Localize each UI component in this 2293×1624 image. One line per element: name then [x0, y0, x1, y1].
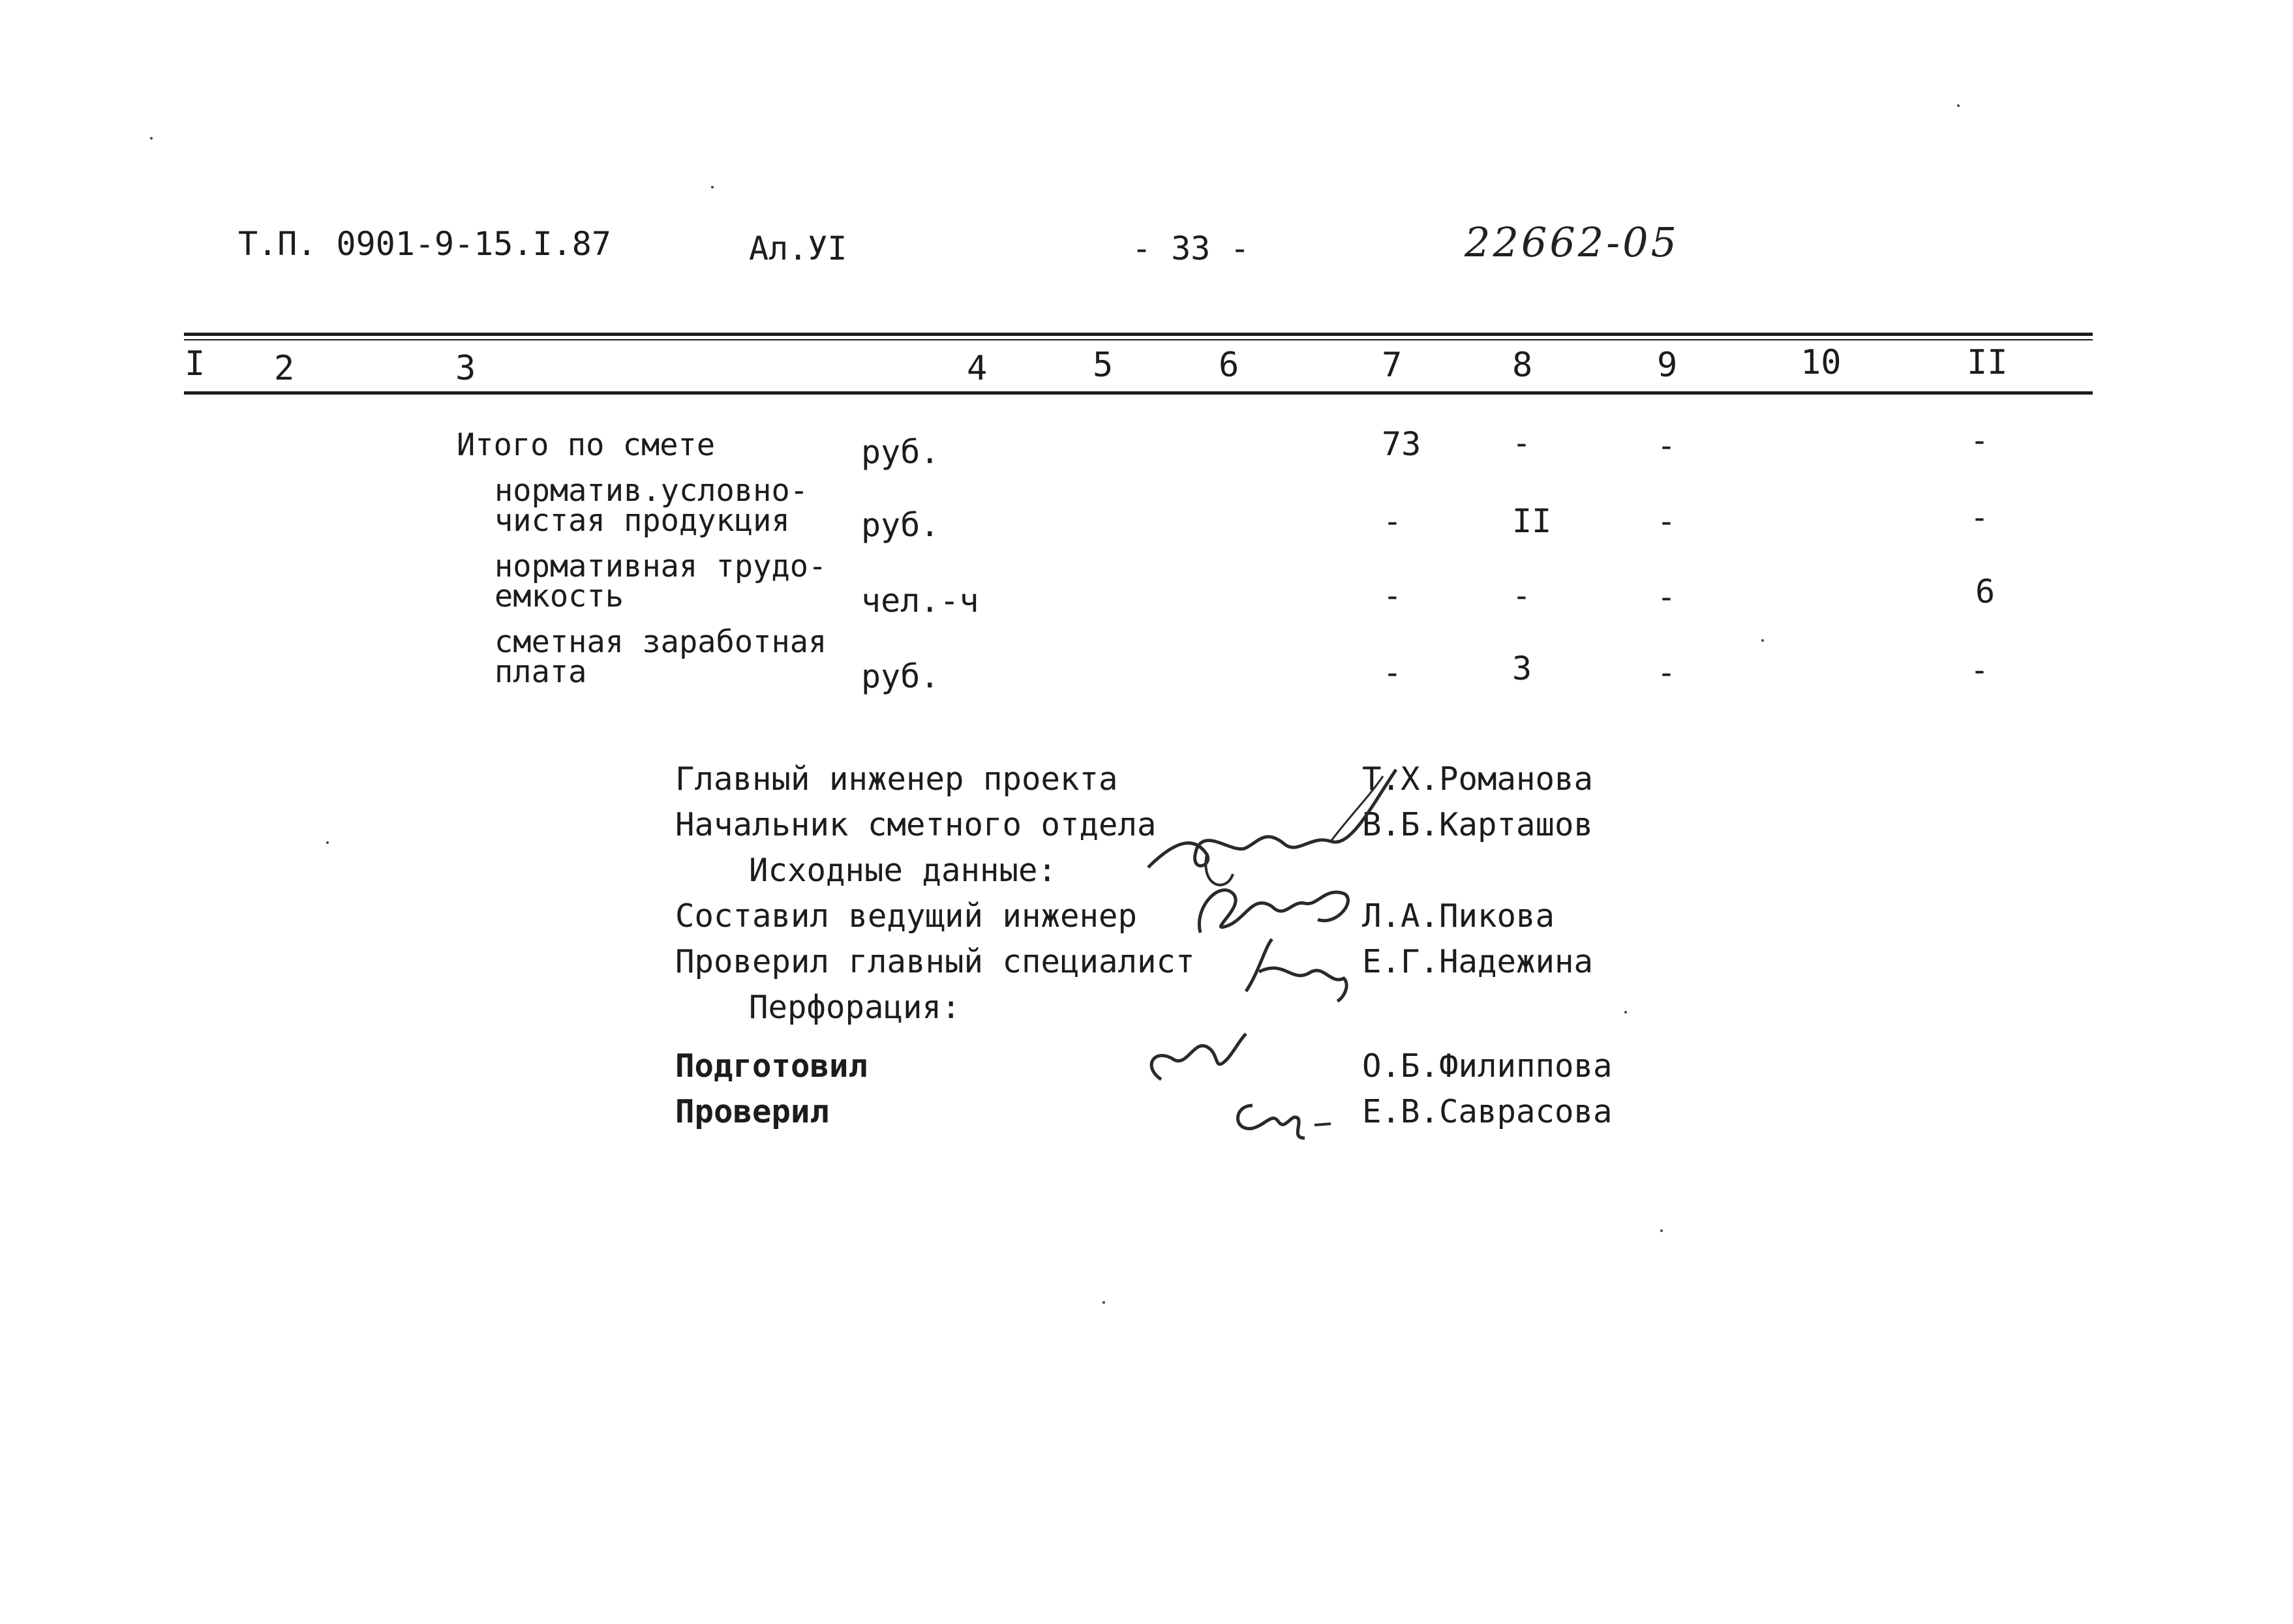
source-data-heading: Исходные данные: [749, 852, 1057, 889]
cell-col8: II [1512, 502, 1552, 540]
cell-col11: - [1970, 652, 1989, 689]
signature-mark-checked [1226, 1086, 1337, 1145]
doc-code: Т.П. 0901-9-15.I.87 [238, 225, 611, 263]
table-top-rule-thin [184, 339, 2093, 340]
cell-col9: - [1657, 504, 1676, 540]
dept-head-name: В.Б.Карташов [1362, 806, 1594, 843]
scan-speck [711, 186, 714, 188]
column-number: I [185, 344, 205, 383]
row-unit: руб. [861, 657, 940, 695]
page-number: - 33 - [1132, 230, 1250, 267]
scan-speck [1660, 1229, 1663, 1232]
scan-speck [326, 841, 329, 844]
prepared-name: О.Б.Филиппова [1362, 1047, 1613, 1085]
checked-label: Проверил [675, 1093, 830, 1130]
scan-speck [1102, 1301, 1105, 1304]
cell-col11: 6 [1975, 573, 1996, 610]
column-number: 5 [1093, 346, 1114, 385]
checked-name: Е.В.Саврасова [1362, 1093, 1613, 1130]
checked-chief-label: Проверил главный специалист [675, 943, 1195, 980]
cell-col8: - [1512, 578, 1531, 614]
cell-col9: - [1657, 579, 1676, 616]
dept-head-label: Начальник сметного отдела [675, 806, 1157, 843]
row-unit: чел.-ч [861, 582, 979, 620]
cell-col7: - [1383, 655, 1402, 691]
scan-speck [1957, 104, 1960, 107]
column-number: 7 [1382, 346, 1403, 385]
cell-col9: - [1657, 655, 1676, 691]
row-unit: руб. [861, 506, 940, 544]
column-number: 9 [1657, 346, 1678, 385]
row-name: Итого по смете [457, 427, 716, 463]
checked-chief-name: Е.Г.Надежина [1362, 943, 1594, 980]
row-name-line1: норматив.условно- [494, 473, 809, 509]
compiled-label: Составил ведущий инженер [675, 897, 1138, 935]
column-number: 6 [1219, 346, 1239, 385]
cell-col8: 3 [1512, 650, 1532, 687]
scan-speck [1761, 639, 1764, 642]
cell-col7: 73 [1382, 425, 1421, 463]
column-number: 8 [1512, 346, 1533, 385]
archive-number: 22662-05 [1465, 218, 1680, 266]
cell-col9: - [1657, 428, 1676, 464]
signature-mark-checked-chief [1233, 933, 1363, 1004]
table-header-bottom-rule [184, 391, 2093, 395]
column-number: 2 [274, 349, 295, 388]
column-number: 3 [455, 349, 476, 388]
scan-speck [1624, 1011, 1627, 1014]
scan-speck [150, 137, 153, 140]
row-name-line1: нормативная трудо- [494, 549, 827, 584]
cell-col7: - [1383, 504, 1402, 540]
cell-col11: - [1970, 423, 1989, 459]
chief-engineer-name: Т.Х.Романова [1362, 760, 1594, 798]
column-number: II [1967, 343, 2008, 382]
table-top-rule [184, 333, 2093, 336]
row-name-line2: чистая продукция [494, 503, 790, 539]
album-number: Ал.УI [749, 230, 847, 267]
cell-col11: - [1970, 500, 1989, 536]
prepared-label: Подготовил [675, 1047, 868, 1085]
compiled-name: Л.А.Пикова [1362, 897, 1555, 935]
cell-col7: - [1383, 578, 1402, 614]
column-number: 10 [1800, 343, 1842, 382]
row-name-line1: сметная заработная [494, 624, 827, 660]
column-number: 4 [967, 349, 988, 388]
perforation-heading: Перфорация: [749, 989, 961, 1026]
row-name-line2: емкость [494, 579, 624, 614]
row-name-line2: плата [494, 654, 587, 690]
cell-col8: - [1512, 425, 1531, 462]
chief-engineer-label: Главный инженер проекта [675, 760, 1118, 798]
signature-mark-prepared [1135, 1014, 1266, 1092]
row-unit: руб. [861, 433, 940, 471]
